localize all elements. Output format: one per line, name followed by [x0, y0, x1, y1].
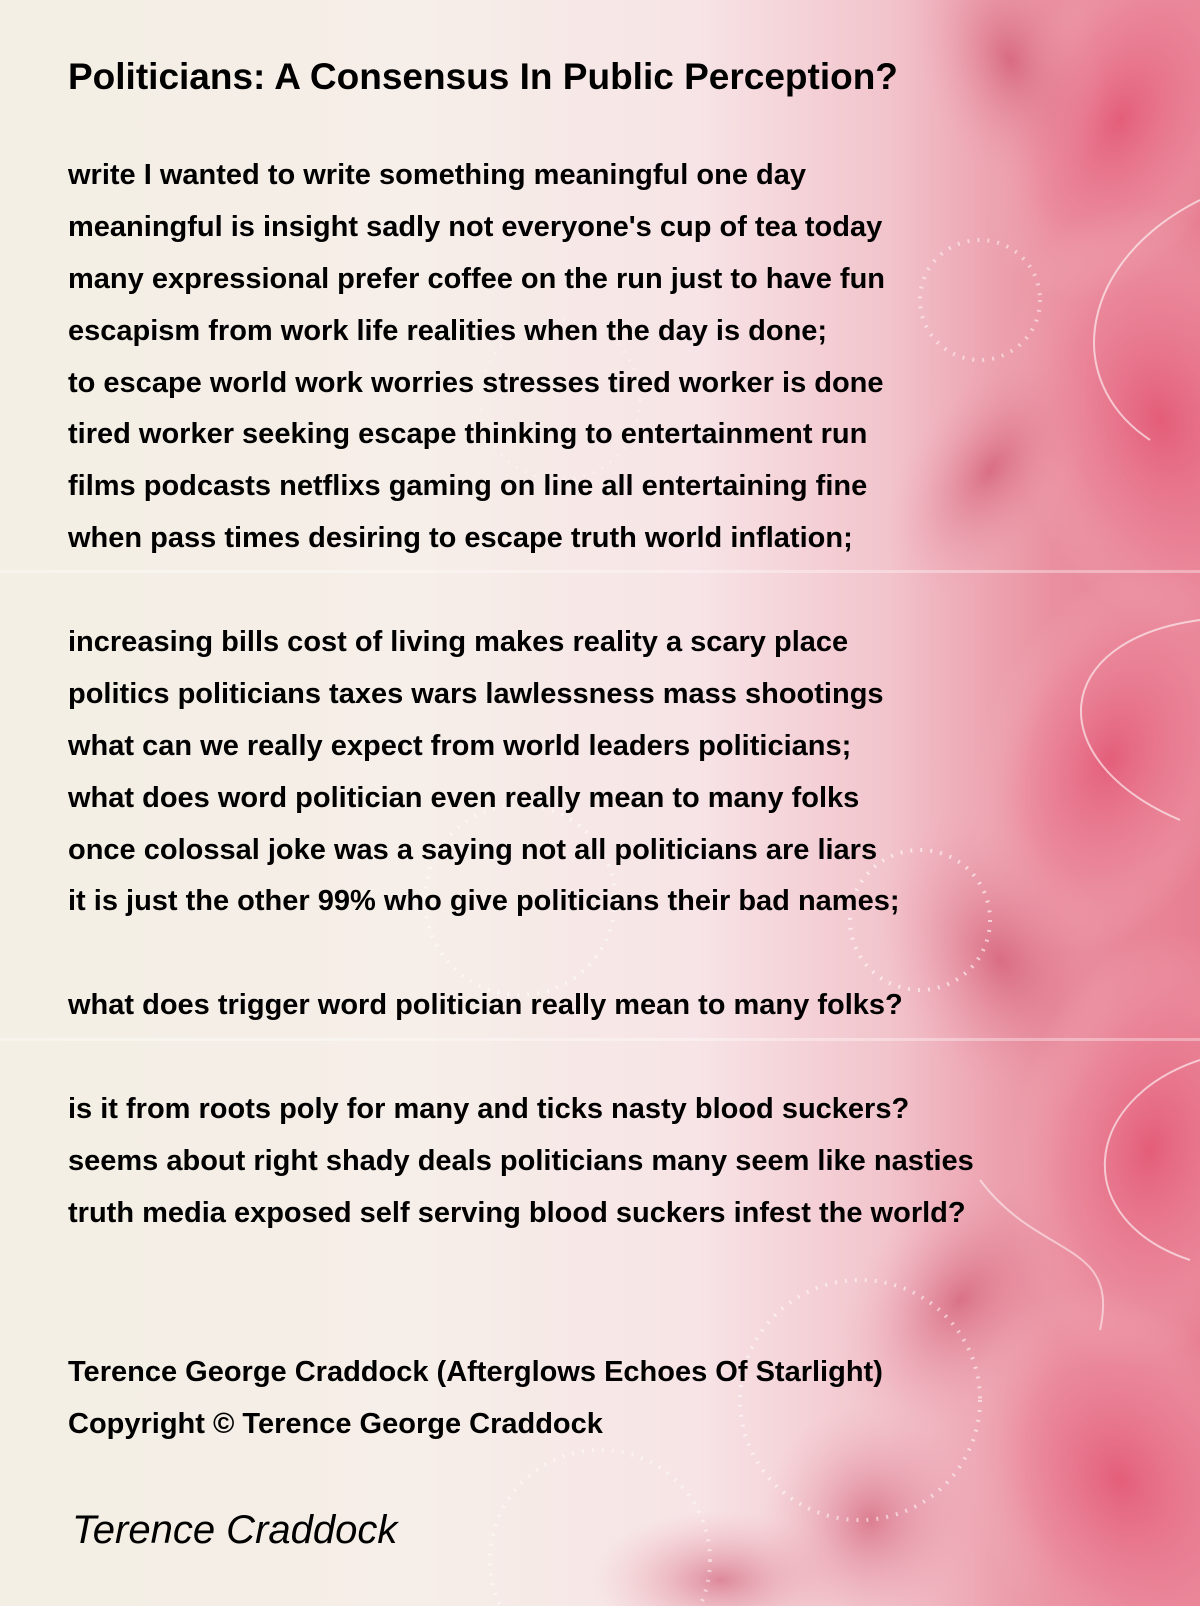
poem-line: what can we really expect from world leaders politicians;: [68, 729, 852, 762]
poem-line: many expressional prefer coffee on the run just to have fun: [68, 262, 886, 295]
poem-line: what does trigger word politician really mean to many folks?: [68, 989, 903, 1022]
poem-line: when pass times desiring to escape truth world inflation;: [68, 522, 853, 555]
stanza-break: [68, 928, 974, 980]
stanza-break: [68, 565, 974, 617]
author-signature: Terence Craddock: [72, 1508, 398, 1552]
poem-line: tired worker seeking escape thinking to entertainment run: [68, 418, 868, 451]
poem-line: is it from roots poly for many and ticks nasty blood suckers?: [68, 1093, 910, 1126]
author-attribution: Terence George Craddock (Afterglows Echoes Of Starlight): [68, 1356, 883, 1388]
copyright-notice: Copyright © Terence George Craddock: [68, 1408, 603, 1440]
poem-line: it is just the other 99% who give politicians their bad names;: [68, 885, 900, 918]
poem-line: to escape world work worries stresses tired worker is done: [68, 366, 884, 399]
poem-line: what does word politician even really mean to many folks: [68, 781, 860, 814]
author-credit: [68, 1346, 883, 1450]
poem-line: films podcasts netflixs gaming on line all entertaining fine: [68, 470, 868, 503]
poem-title: Politicians: A Consensus In Public Perception?: [68, 56, 898, 97]
poem-line: escapism from work life realities when the day is done;: [68, 314, 828, 347]
poem-line: write I wanted to write something meaningful one day: [68, 159, 806, 191]
poem-line: once colossal joke was a saying not all politicians are liars: [68, 833, 878, 866]
poem-line: meaningful is insight sadly not everyone's cup of tea today: [68, 210, 883, 243]
poem-line: seems about right shady deals politicians many seem like nasties: [68, 1144, 974, 1177]
poem-line: increasing bills cost of living makes reality a scary place: [68, 626, 849, 659]
poem-line: politics politicians taxes wars lawlessness mass shootings: [68, 677, 884, 710]
poem-body: [68, 150, 974, 1240]
poem-line: truth media exposed self serving blood suckers infest the world?: [68, 1196, 966, 1229]
stanza-break: [68, 1032, 974, 1084]
